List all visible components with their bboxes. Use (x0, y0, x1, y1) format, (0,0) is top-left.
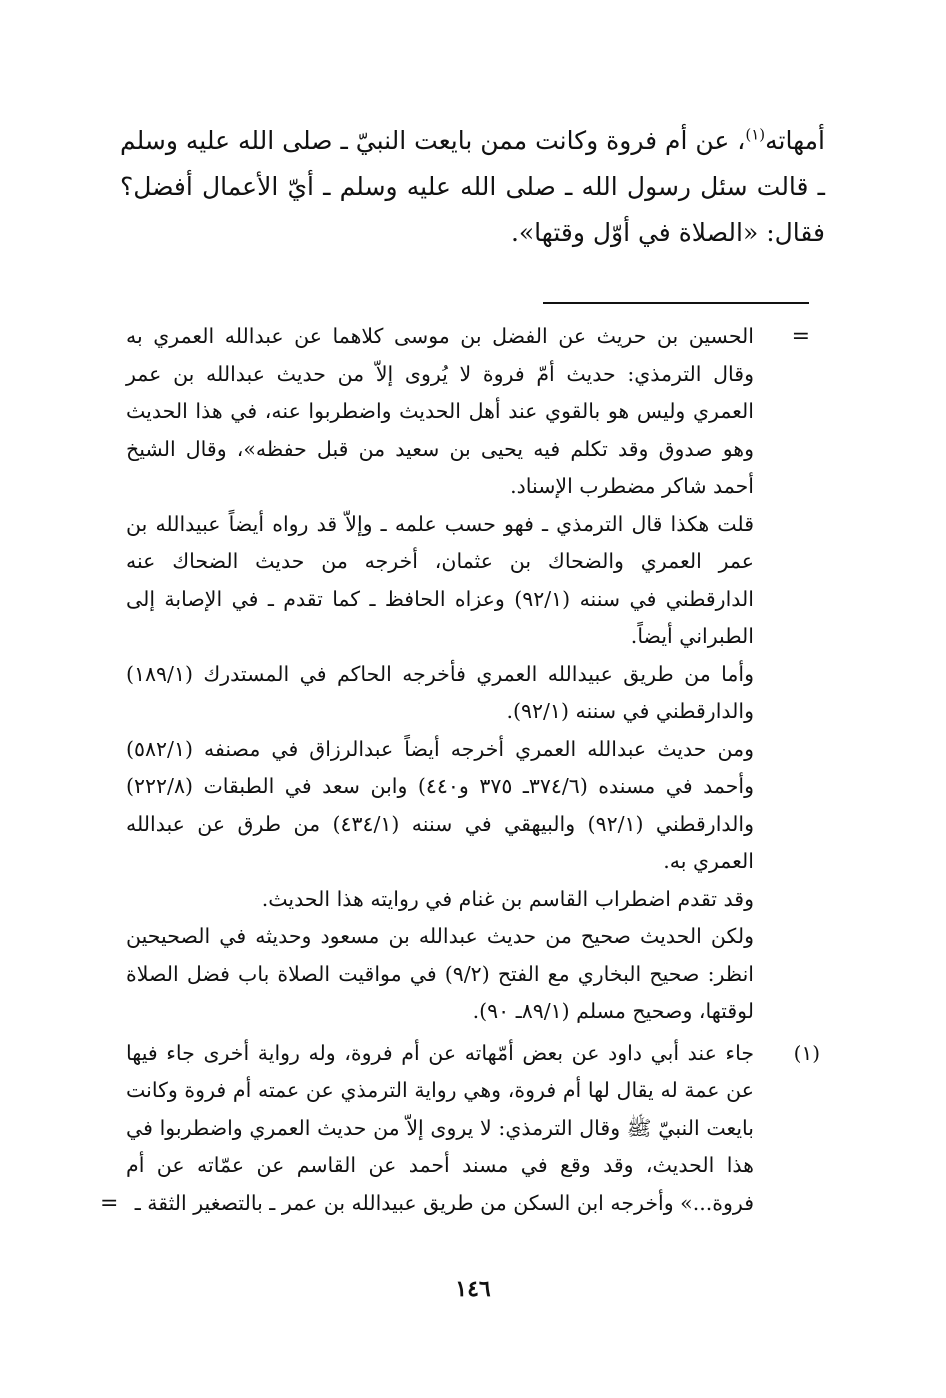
main-paragraph (120, 118, 825, 256)
footnote-separator (543, 302, 809, 304)
page-number: ١٤٦ (455, 1276, 491, 1302)
footnote-1 (100, 1035, 820, 1223)
continues-marker: = (100, 1190, 119, 1216)
footnote-continued (126, 318, 820, 1031)
footnote-1-text: جاء عند أبي داود عن بعض أمّهاته عن أم فروة، وله رواية أخرى جاء فيها عن عمة له يقال لها أم فروة، وهي رواية الترمذي عن عمته أم فروة وكانت بايعت النبيّ ﷺ وقال الترمذي: لا يروى إلاّ من حديث العمري واضطربوا في هذا الحديث، وقد وقع في مسند أحمد عن القاسم عن عمّاته عن أم فروة...» وأخرجه ابن السكن من طريق عبيدالله بن عمر ـ بالتصغير الثقة ـ (126, 1040, 754, 1215)
footnote-paragraph: ولكن الحديث صحيح من حديث عبدالله بن مسعود وحديثه في الصحيحين انظر: صحيح البخاري مع الفتح (٩/٢) في مواقيت الصلاة باب فضل الصلاة لوقتها، وصحيح مسلم (٨٩/١ـ ٩٠). (126, 924, 754, 1023)
footnote-paragraph: الحسين بن حريث عن الفضل بن موسى كلاهما عن عبدالله العمري به وقال الترمذي: حديث أمّ فروة لا يُروى إلاّ من حديث عبدالله بن عمر العمري وليس هو بالقوي عند أهل الحديث واضطربوا عنه، في هذا الحديث وهو صدوق وقد تكلم فيه يحيى بن سعيد من قبل حفظه»، وقال الشيخ أحمد شاكر مضطرب الإسناد. (126, 324, 754, 498)
footnote-paragraph: قلت هكذا قال الترمذي ـ فهو حسب علمه ـ وإلاّ قد رواه أيضاً عبيدالله بن عمر العمري والضحاك بن عثمان، أخرجه من حديث الضحاك عنه الدارقطني في سننه (٩٢/١) وعزاه الحافظ ـ كما تقدم ـ في الإصابة إلى الطبراني أيضاً. (126, 511, 754, 648)
footnote-reference[interactable]: (١) (745, 125, 766, 144)
footnote-paragraph: ومن حديث عبدالله العمري أخرجه أيضاً عبدالرزاق في مصنفه (٥٨٢/١) وأحمد في مسنده (٣٧٤/٦ـ ٣٧٥ و٤٤٠) وابن سعد في الطبقات (٢٢٢/٨) والدارقطني (٩٢/١) والبيهقي في سننه (٤٣٤/١) من طرق عن عبدالله العمري به. (126, 736, 754, 873)
main-text-start: أمهاته (765, 126, 825, 155)
footnotes-section (100, 318, 820, 1222)
footnote-paragraph: وقد تقدم اضطراب القاسم بن غنام في روايته هذا الحديث. (261, 886, 754, 911)
main-text-rest: ، عن أم فروة وكانت ممن بايعت النبيّ ـ صلى الله عليه وسلم ـ قالت سئل رسول الله ـ صلى الله عليه وسلم ـ أيّ الأعمال أفضل؟ فقال: «الصلاة في أوّل وقتها». (120, 126, 825, 247)
continuation-marker: = (791, 324, 810, 349)
main-text (120, 118, 825, 256)
footnote-paragraph: وأما من طريق عبيدالله العمري فأخرجه الحاكم في المستدرك (١٨٩/١) والدارقطني في سننه (٩٢/١). (126, 661, 754, 723)
footnote-marker: (١) (793, 1040, 820, 1065)
